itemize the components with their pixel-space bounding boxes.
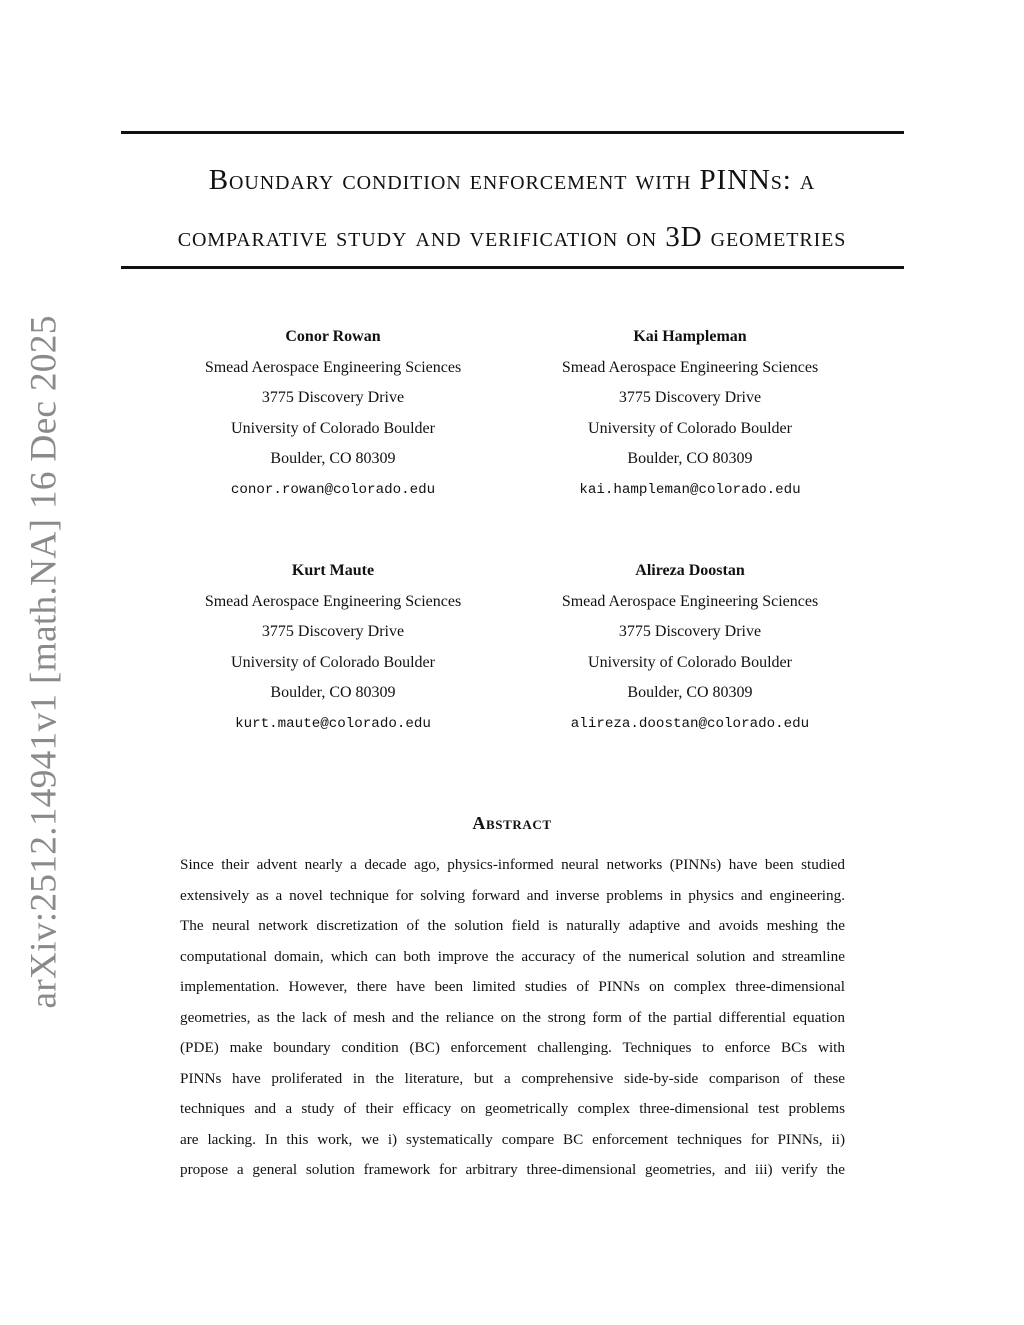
paper-title-line-2: comparative study and verification on 3D geometries <box>177 221 847 253</box>
author-department: Smead Aerospace Engineering Sciences <box>561 592 819 610</box>
author-university: University of Colorado Boulder <box>231 419 435 437</box>
author-department: Smead Aerospace Engineering Sciences <box>204 358 462 376</box>
paper-title <box>100 152 924 266</box>
author-street: 3775 Discovery Drive <box>618 623 762 641</box>
abstract-body <box>180 850 845 1186</box>
author-city: Boulder, CO 80309 <box>627 450 753 468</box>
author-city: Boulder, CO 80309 <box>627 684 753 702</box>
arxiv-identifier-stamp[interactable]: arXiv:2512.14941v1 [math.NA] 16 Dec 2025 <box>23 315 65 1009</box>
author-university: University of Colorado Boulder <box>231 653 435 671</box>
author-block-conor-rowan <box>163 322 503 506</box>
author-email[interactable]: kai.hampleman@colorado.edu <box>579 481 801 498</box>
abstract-line: extensively as a novel technique for solving forward and inverse problems in physics and engineering. <box>180 886 845 904</box>
author-street: 3775 Discovery Drive <box>261 389 405 407</box>
abstract-line: Since their advent nearly a decade ago, physics-informed neural networks (PINNs) have been studied <box>180 856 845 873</box>
author-university: University of Colorado Boulder <box>588 419 792 437</box>
title-top-rule <box>121 131 904 134</box>
author-university: University of Colorado Boulder <box>588 653 792 671</box>
abstract-line: are lacking. In this work, we i) systematically compare BC enforcement techniques for PINNs, ii) <box>180 1130 845 1148</box>
abstract-line: implementation. However, there have been limited studies of PINNs on complex three-dimensional <box>180 978 845 995</box>
abstract-line: propose a general solution framework for arbitrary three-dimensional geometries, and iii) verify the <box>180 1161 845 1178</box>
abstract-line: techniques and a study of their efficacy on geometrically complex three-dimensional test problems <box>180 1100 845 1117</box>
author-city: Boulder, CO 80309 <box>270 684 396 702</box>
author-department: Smead Aerospace Engineering Sciences <box>204 592 462 610</box>
author-block-alireza-doostan <box>520 556 860 740</box>
author-email[interactable]: conor.rowan@colorado.edu <box>230 481 436 498</box>
abstract-line: computational domain, which can both improve the accuracy of the numerical solution and streamline <box>180 947 845 965</box>
author-name: Alireza Doostan <box>635 562 745 579</box>
paper-title-line-1: Boundary condition enforcement with PINNs: a <box>208 164 816 196</box>
abstract-heading: Abstract <box>472 813 552 833</box>
author-street: 3775 Discovery Drive <box>618 389 762 407</box>
author-block-kurt-maute <box>163 556 503 740</box>
author-name: Kurt Maute <box>291 562 375 579</box>
author-name: Kai Hampleman <box>633 328 747 345</box>
abstract-line: The neural network discretization of the solution field is naturally adaptive and avoids meshing the <box>180 917 845 934</box>
author-department: Smead Aerospace Engineering Sciences <box>561 358 819 376</box>
author-name: Conor Rowan <box>285 328 381 345</box>
author-email[interactable]: kurt.maute@colorado.edu <box>235 715 431 732</box>
abstract-line: (PDE) make boundary condition (BC) enforcement challenging. Techniques to enforce BCs with <box>180 1039 845 1056</box>
author-city: Boulder, CO 80309 <box>270 450 396 468</box>
author-email[interactable]: alireza.doostan@colorado.edu <box>570 715 810 732</box>
title-bottom-rule <box>121 266 904 269</box>
author-street: 3775 Discovery Drive <box>261 623 405 641</box>
abstract-line: geometries, as the lack of mesh and the reliance on the strong form of the partial differential equation <box>180 1008 845 1026</box>
author-block-kai-hampleman <box>520 322 860 506</box>
abstract-line: PINNs have proliferated in the literature, but a comprehensive side-by-side comparison of these <box>180 1069 845 1087</box>
